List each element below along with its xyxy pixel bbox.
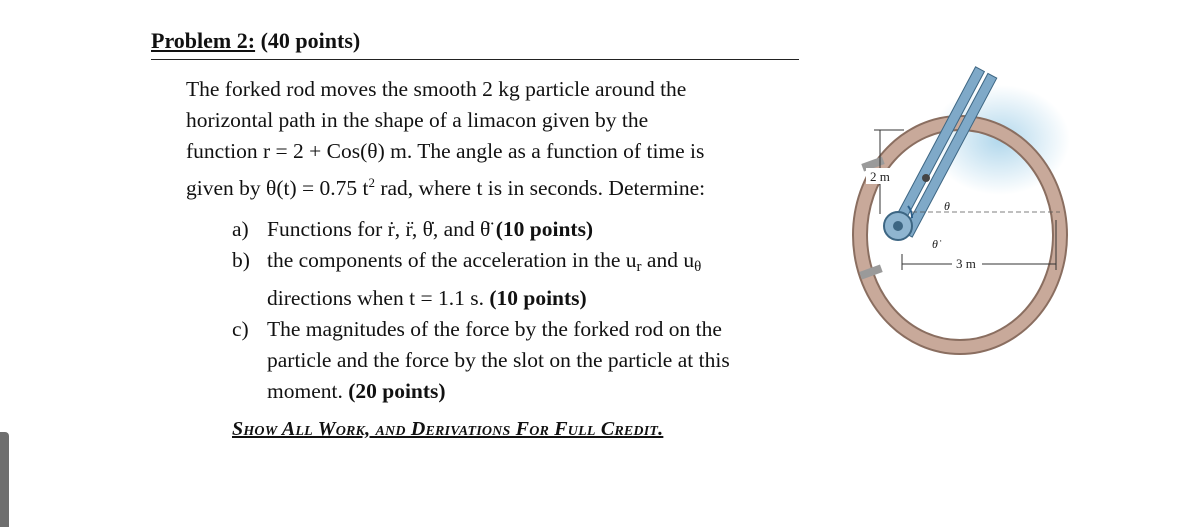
task-a [232, 214, 852, 245]
task-c-points: (20 points) [348, 379, 446, 403]
intro-line-1: The forked rod moves the smooth 2 kg particle around the [186, 77, 687, 101]
task-b-points: (10 points) [489, 286, 587, 310]
problem-heading: Problem 2: [151, 28, 256, 53]
task-b-label: b) [232, 248, 250, 272]
problem-points: (40 points) [260, 28, 361, 53]
particle [922, 174, 930, 182]
intro-line-3: function r = 2 + Cos(θ) m. The angle as a function of time is [186, 139, 705, 163]
task-c-label: c) [232, 317, 249, 341]
task-b: b) the components of the acceleration in the $u_r$ and $u_\theta$ directions when t = 1.1 s. (10 points) [232, 245, 852, 314]
task-a-label: a) [232, 217, 249, 241]
dimension-2m: 2 m [870, 169, 890, 184]
task-list [232, 214, 852, 407]
problem-statement [186, 74, 826, 204]
intro-line-2: horizontal path in the shape of a limacon given by the [186, 108, 649, 132]
task-c: c) The magnitudes of the force by the forked rod on the particle and the force by the slot on the particle at this moment. (20 points) [232, 314, 852, 407]
angular-velocity: θ̇ [932, 237, 938, 251]
window-edge-tab [0, 432, 9, 527]
credit-notice: Show All Work, and Derivations For Full Credit. [232, 418, 664, 440]
dimension-3m: 3 m [956, 256, 976, 271]
task-b-text: directions when t = 1.1 s. [267, 286, 490, 310]
task-a-text: Functions for ṙ, r̈, θ̇, and θ̈ [267, 217, 496, 241]
task-c-text: moment. [267, 379, 349, 403]
problem-title [151, 28, 360, 54]
angle-theta: θ [944, 199, 950, 213]
task-a-points: (10 points) [495, 217, 594, 241]
limacon-figure [840, 50, 1090, 390]
intro-line-4: given by θ(t) = 0.75 $t^2$ rad, where t is in seconds. Determine: [186, 175, 706, 200]
title-rule [151, 59, 799, 60]
